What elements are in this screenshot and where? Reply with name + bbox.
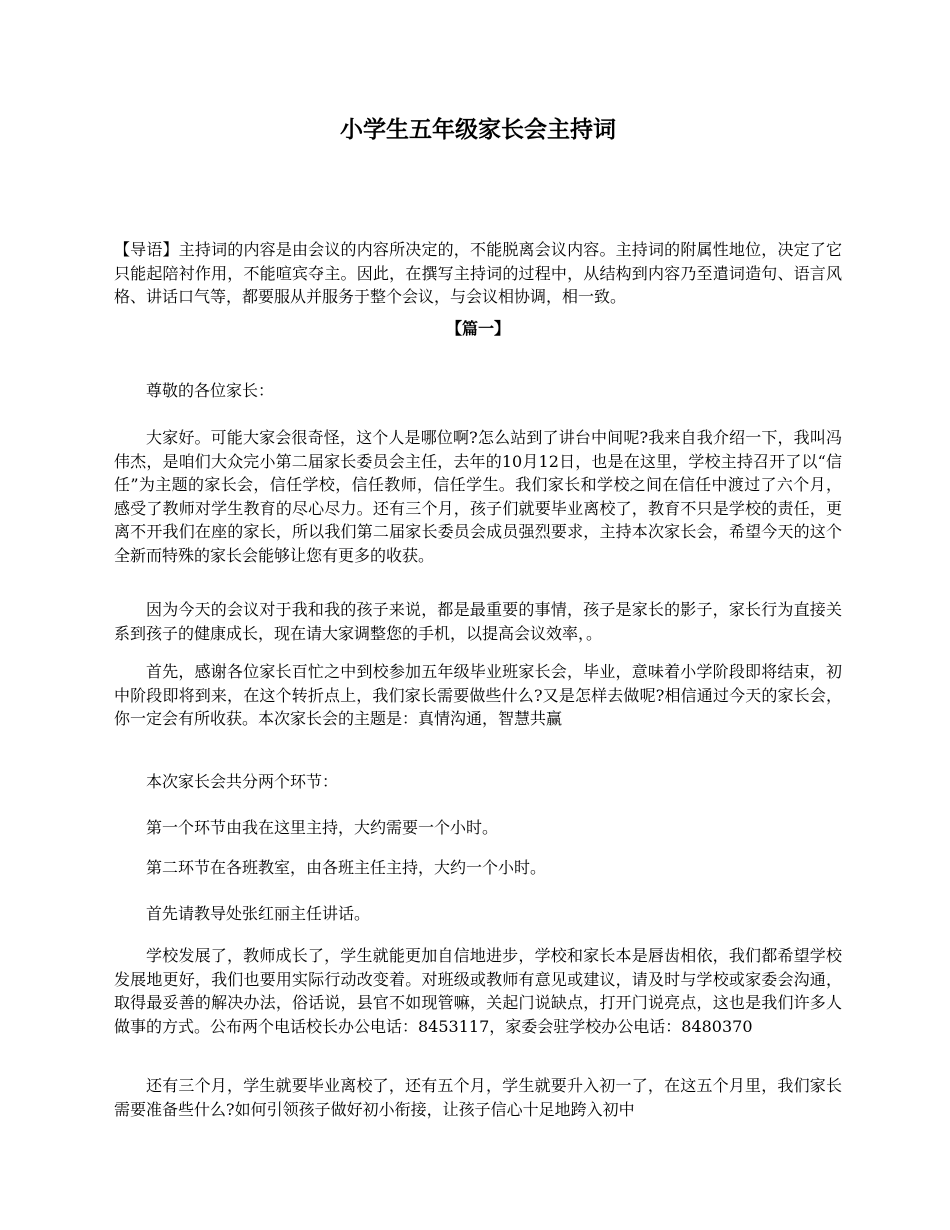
paragraph-speaker-intro: 首先请教导处张红丽主任讲话。 (146, 904, 371, 923)
paragraph-meeting-theme: 首先，感谢各位家长百忙之中到校参加五年级毕业班家长会，毕业，意味着小学阶段即将结束，初中阶段即将到来，在这个转折点上，我们家长需要做些什么?又是怎样去做呢?相信通过今天的家长会，你一定会有所收获。本次家长会的主题是：真情沟通，智慧共赢 (114, 662, 842, 728)
paragraph-second-session: 第二环节在各班教室，由各班主任主持，大约一个小时。 (146, 858, 547, 877)
paragraph-phone-reminder: 因为今天的会议对于我和我的孩子来说，都是最重要的事情，孩子是家长的影子，家长行为直接关系到孩子的健康成长，现在请大家调整您的手机，以提高会议效率，。 (114, 600, 842, 643)
paragraph-school-development: 学校发展了，教师成长了，学生就能更加自信地进步，学校和家长本是唇齿相依，我们都希望学校发展地更好，我们也要用实际行动改变着。对班级或教师有意见或建议，请及时与学校或家委会沟通，取得最妥善的解决办法，俗话说，县官不如现管嘛，关起门说缺点，打开门说亮点，这也是我们许多人做事的方式。公布两个电话校长办公电话：8453117，家委会驻学校办公电话：8480370 (114, 946, 842, 1036)
paragraph-first-session: 第一个环节由我在这里主持，大约需要一个小时。 (146, 818, 499, 837)
paragraph-graduation-prep: 还有三个月，学生就要毕业离校了，还有五个月，学生就要升入初一了，在这五个月里，我们家长需要准备些什么?如何引领孩子做好初小衔接，让孩子信心十足地跨入初中 (114, 1076, 842, 1119)
paragraph-salutation: 尊敬的各位家长： (146, 381, 275, 400)
section-heading: 【篇一】 (445, 319, 510, 338)
paragraph-self-introduction: 大家好。可能大家会很奇怪，这个人是哪位啊?怎么站到了讲台中间呢?我来自我介绍一下，我叫冯伟杰，是咱们大众完小第二届家长委员会主任，去年的10月12日，也是在这里，学校主持召开了以“信任”为主题的家长会，信任学校，信任教师，信任学生。我们家长和学校之间在信任中渡过了六个月，感受了教师对学生教育的尽心尽力。还有三个月，孩子们就要毕业离校了，教育不只是学校的责任，更离不开我们在座的家长，所以我们第二届家长委员会成员强烈要求，主持本次家长会，希望今天的这个全新而特殊的家长会能够让您有更多的收获。 (114, 428, 842, 565)
paragraph-agenda: 本次家长会共分两个环节： (146, 772, 339, 791)
document-title: 小学生五年级家长会主持词 (340, 116, 616, 143)
intro-paragraph: 【导语】主持词的内容是由会议的内容所决定的，不能脱离会议内容。主持词的附属性地位，决定了它只能起陪衬作用，不能喧宾夺主。因此，在撰写主持词的过程中，从结构到内容乃至遣词造句、语言风格、讲话口气等，都要服从并服务于整个会议，与会议相协调，相一致。 (114, 240, 842, 306)
